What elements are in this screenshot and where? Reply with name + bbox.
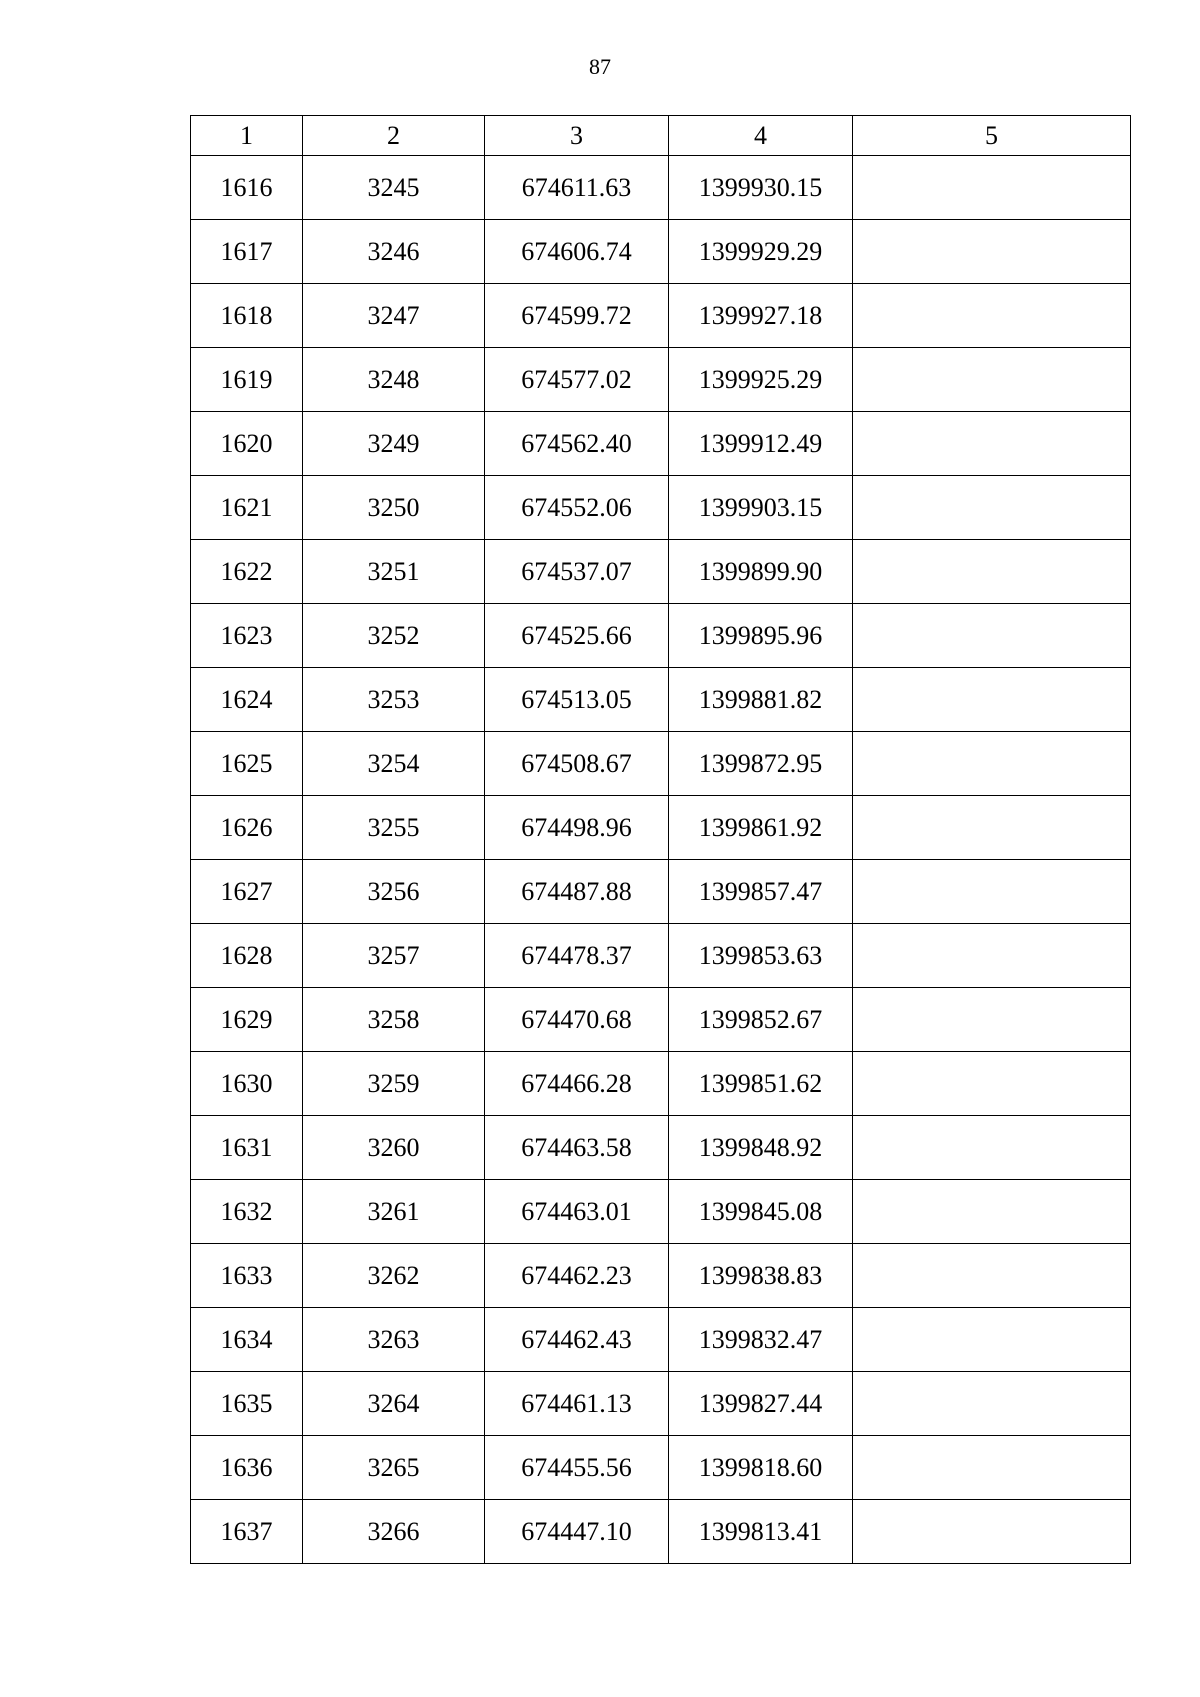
table-cell-col-5 [853, 540, 1131, 604]
table-cell-col-1: 1637 [191, 1500, 303, 1564]
table-cell-col-1: 1622 [191, 540, 303, 604]
table-cell-col-1: 1623 [191, 604, 303, 668]
table-row [191, 796, 1131, 860]
table-cell-col-3: 674466.28 [485, 1052, 669, 1116]
table-cell-col-1: 1624 [191, 668, 303, 732]
table-cell-col-2: 3254 [303, 732, 485, 796]
table-row [191, 604, 1131, 668]
column-header-4: 4 [669, 116, 853, 156]
table-row [191, 1436, 1131, 1500]
table-cell-col-3: 674462.43 [485, 1308, 669, 1372]
table-cell-col-1: 1626 [191, 796, 303, 860]
table-cell-col-5 [853, 1372, 1131, 1436]
table-cell-col-2: 3255 [303, 796, 485, 860]
table-cell-col-5 [853, 796, 1131, 860]
table-cell-col-2: 3259 [303, 1052, 485, 1116]
table-cell-col-2: 3251 [303, 540, 485, 604]
table-row [191, 988, 1131, 1052]
table-cell-col-5 [853, 1180, 1131, 1244]
table-row [191, 1244, 1131, 1308]
table-cell-col-2: 3264 [303, 1372, 485, 1436]
table-cell-col-5 [853, 988, 1131, 1052]
table-body [191, 156, 1131, 1564]
table-cell-col-5 [853, 1436, 1131, 1500]
table-cell-col-2: 3246 [303, 220, 485, 284]
table-cell-col-5 [853, 1244, 1131, 1308]
table-cell-col-5 [853, 284, 1131, 348]
table-cell-col-2: 3258 [303, 988, 485, 1052]
table-cell-col-3: 674463.58 [485, 1116, 669, 1180]
table-cell-col-4: 1399838.83 [669, 1244, 853, 1308]
table-cell-col-2: 3249 [303, 412, 485, 476]
table-row [191, 732, 1131, 796]
table-cell-col-3: 674478.37 [485, 924, 669, 988]
table-cell-col-2: 3252 [303, 604, 485, 668]
table-cell-col-4: 1399827.44 [669, 1372, 853, 1436]
table-row [191, 668, 1131, 732]
table-cell-col-1: 1627 [191, 860, 303, 924]
table-cell-col-2: 3247 [303, 284, 485, 348]
table-cell-col-1: 1636 [191, 1436, 303, 1500]
page-number: 87 [589, 54, 611, 79]
table-cell-col-2: 3261 [303, 1180, 485, 1244]
table-cell-col-4: 1399929.29 [669, 220, 853, 284]
table-cell-col-5 [853, 1308, 1131, 1372]
table-row [191, 348, 1131, 412]
table-cell-col-3: 674525.66 [485, 604, 669, 668]
table-cell-col-4: 1399899.90 [669, 540, 853, 604]
table-cell-col-4: 1399813.41 [669, 1500, 853, 1564]
table-cell-col-3: 674461.13 [485, 1372, 669, 1436]
table-cell-col-2: 3248 [303, 348, 485, 412]
table-cell-col-4: 1399861.92 [669, 796, 853, 860]
table-cell-col-5 [853, 412, 1131, 476]
table-cell-col-5 [853, 732, 1131, 796]
table-cell-col-4: 1399895.96 [669, 604, 853, 668]
table-cell-col-5 [853, 1500, 1131, 1564]
table-cell-col-1: 1634 [191, 1308, 303, 1372]
table-cell-col-1: 1635 [191, 1372, 303, 1436]
table-row [191, 924, 1131, 988]
table-cell-col-3: 674455.56 [485, 1436, 669, 1500]
table-cell-col-4: 1399925.29 [669, 348, 853, 412]
table-row [191, 1308, 1131, 1372]
table-cell-col-3: 674508.67 [485, 732, 669, 796]
table-row [191, 540, 1131, 604]
table-cell-col-3: 674447.10 [485, 1500, 669, 1564]
table-cell-col-1: 1620 [191, 412, 303, 476]
table-cell-col-4: 1399857.47 [669, 860, 853, 924]
table-cell-col-1: 1628 [191, 924, 303, 988]
coordinates-table [190, 115, 1131, 1564]
table-cell-col-3: 674537.07 [485, 540, 669, 604]
table-cell-col-2: 3245 [303, 156, 485, 220]
table-cell-col-5 [853, 220, 1131, 284]
table-cell-col-1: 1629 [191, 988, 303, 1052]
table-row [191, 156, 1131, 220]
table-cell-col-2: 3257 [303, 924, 485, 988]
table-cell-col-4: 1399848.92 [669, 1116, 853, 1180]
table-cell-col-1: 1632 [191, 1180, 303, 1244]
table-cell-col-5 [853, 476, 1131, 540]
table-cell-col-4: 1399851.62 [669, 1052, 853, 1116]
table-cell-col-3: 674487.88 [485, 860, 669, 924]
column-header-2: 2 [303, 116, 485, 156]
table-row [191, 1372, 1131, 1436]
table-cell-col-3: 674606.74 [485, 220, 669, 284]
table-cell-col-3: 674513.05 [485, 668, 669, 732]
table-cell-col-3: 674462.23 [485, 1244, 669, 1308]
table-cell-col-2: 3263 [303, 1308, 485, 1372]
table-cell-col-4: 1399881.82 [669, 668, 853, 732]
table-cell-col-4: 1399853.63 [669, 924, 853, 988]
table-cell-col-2: 3266 [303, 1500, 485, 1564]
table-row [191, 1180, 1131, 1244]
table-cell-col-2: 3256 [303, 860, 485, 924]
table-cell-col-2: 3265 [303, 1436, 485, 1500]
table-row [191, 1500, 1131, 1564]
table-row [191, 220, 1131, 284]
table-cell-col-5 [853, 348, 1131, 412]
table-cell-col-5 [853, 860, 1131, 924]
table-cell-col-3: 674463.01 [485, 1180, 669, 1244]
table-cell-col-1: 1633 [191, 1244, 303, 1308]
header-row [191, 116, 1131, 156]
table-cell-col-4: 1399930.15 [669, 156, 853, 220]
table-cell-col-3: 674552.06 [485, 476, 669, 540]
table-cell-col-3: 674498.96 [485, 796, 669, 860]
table-cell-col-1: 1617 [191, 220, 303, 284]
table-cell-col-1: 1621 [191, 476, 303, 540]
table-cell-col-1: 1625 [191, 732, 303, 796]
table-row [191, 476, 1131, 540]
table-cell-col-4: 1399852.67 [669, 988, 853, 1052]
column-header-1: 1 [191, 116, 303, 156]
table-cell-col-3: 674470.68 [485, 988, 669, 1052]
table-cell-col-2: 3250 [303, 476, 485, 540]
table-cell-col-5 [853, 668, 1131, 732]
table-cell-col-3: 674611.63 [485, 156, 669, 220]
table-cell-col-4: 1399845.08 [669, 1180, 853, 1244]
table-cell-col-1: 1618 [191, 284, 303, 348]
table-cell-col-5 [853, 924, 1131, 988]
table-cell-col-4: 1399927.18 [669, 284, 853, 348]
table-cell-col-2: 3262 [303, 1244, 485, 1308]
table-cell-col-1: 1619 [191, 348, 303, 412]
table-cell-col-4: 1399903.15 [669, 476, 853, 540]
table-cell-col-4: 1399872.95 [669, 732, 853, 796]
table-row [191, 1116, 1131, 1180]
table-cell-col-5 [853, 156, 1131, 220]
table-cell-col-2: 3253 [303, 668, 485, 732]
table-cell-col-3: 674562.40 [485, 412, 669, 476]
table-cell-col-4: 1399912.49 [669, 412, 853, 476]
table-cell-col-5 [853, 604, 1131, 668]
table-cell-col-3: 674577.02 [485, 348, 669, 412]
table-row [191, 860, 1131, 924]
table-cell-col-1: 1616 [191, 156, 303, 220]
table-cell-col-3: 674599.72 [485, 284, 669, 348]
table-header [191, 116, 1131, 156]
table-row [191, 412, 1131, 476]
table-cell-col-4: 1399832.47 [669, 1308, 853, 1372]
table-cell-col-4: 1399818.60 [669, 1436, 853, 1500]
column-header-5: 5 [853, 116, 1131, 156]
table-row [191, 284, 1131, 348]
table-cell-col-5 [853, 1052, 1131, 1116]
table-cell-col-1: 1630 [191, 1052, 303, 1116]
column-header-3: 3 [485, 116, 669, 156]
table-cell-col-2: 3260 [303, 1116, 485, 1180]
table-cell-col-1: 1631 [191, 1116, 303, 1180]
table-cell-col-5 [853, 1116, 1131, 1180]
table-row [191, 1052, 1131, 1116]
